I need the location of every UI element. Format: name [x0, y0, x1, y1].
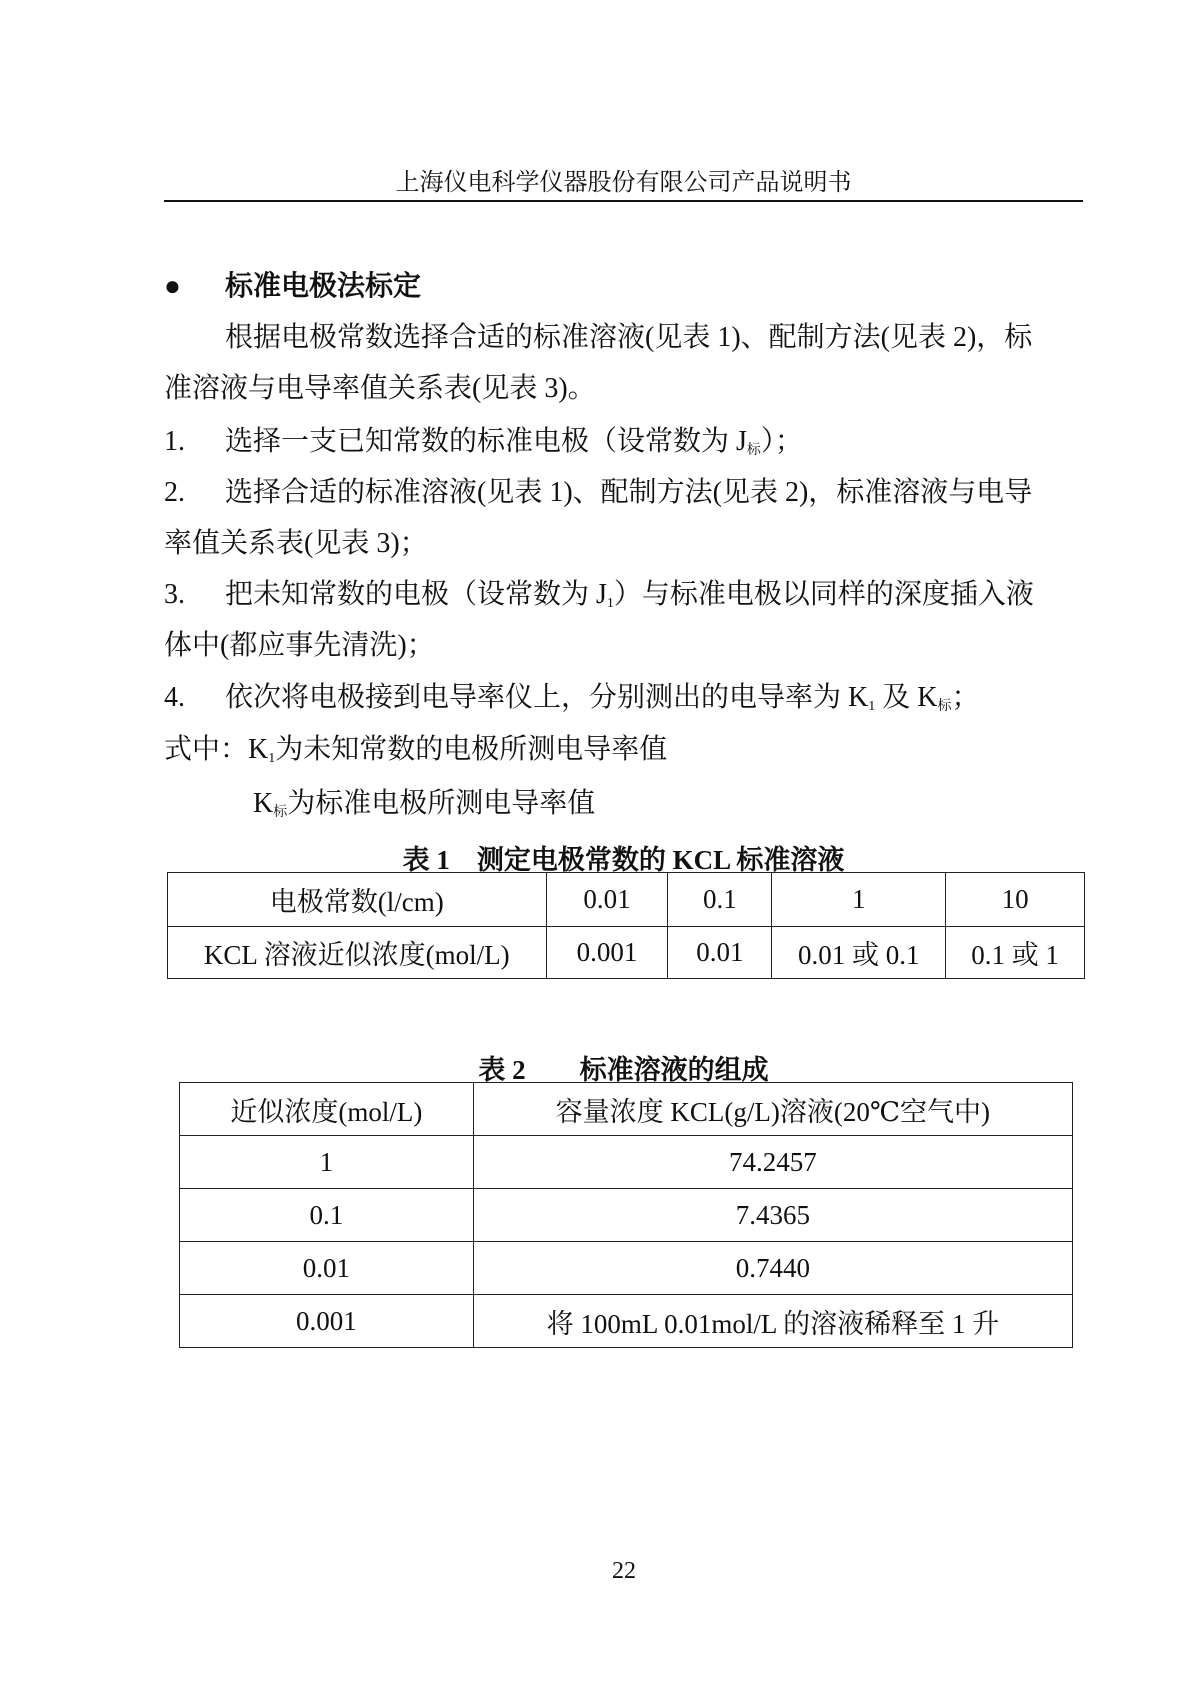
subscript: 标: [746, 443, 761, 458]
table1-caption: 表 1 测定电极常数的 KCL 标准溶液: [402, 845, 845, 875]
step-1: [164, 425, 803, 468]
table-row: [180, 1295, 1073, 1348]
table-cell: 0.1: [668, 873, 772, 927]
table-cell: KCL 溶液近似浓度(mol/L): [168, 927, 547, 979]
header-rule: [164, 200, 1083, 202]
table-cell: 0.7440: [473, 1242, 1072, 1295]
table-cell: 将 100mL 0.01mol/L 的溶液稀释至 1 升: [473, 1295, 1072, 1348]
table-cell: 0.1: [180, 1189, 474, 1242]
step-3: [164, 578, 1034, 621]
table-cell: 1: [772, 873, 946, 927]
table-cell: 0.001: [180, 1295, 474, 1348]
where-line-2: [253, 787, 595, 830]
step-tail: ；: [951, 682, 980, 713]
step-number: 2.: [164, 477, 185, 508]
table-row: [180, 1242, 1073, 1295]
step-number: 4.: [164, 682, 185, 713]
where-prefix: 式中：K: [164, 734, 269, 765]
table-cell: 1: [180, 1136, 474, 1189]
table-header-row: [180, 1083, 1073, 1136]
bullet-icon: ●: [164, 271, 181, 302]
table-cell: 0.01: [668, 927, 772, 979]
table-row: [168, 927, 1085, 979]
intro-line-1: 根据电极常数选择合适的标准溶液(见表 1)、配制方法(见表 2)，标: [225, 322, 1033, 353]
heading-text: 标准电极法标定: [225, 271, 422, 302]
where-line-1: [164, 733, 667, 776]
table-cell: 0.1 或 1: [946, 927, 1085, 979]
subscript: 标: [937, 699, 952, 714]
section-heading: [164, 270, 421, 304]
step-tail: ）与标准电极以同样的深度插入液: [613, 579, 1034, 610]
where-text: 为标准电极所测电导率值: [287, 788, 596, 819]
subscript: 标: [273, 805, 288, 820]
step-2: [164, 476, 1032, 510]
table-cell: 10: [946, 873, 1085, 927]
where-text: 为未知常数的电极所测电导率值: [275, 734, 668, 765]
intro-line-2: 准溶液与电导率值关系表(见表 3)。: [164, 373, 596, 404]
table-cell: 0.001: [546, 927, 668, 979]
column-header: 近似浓度(mol/L): [180, 1083, 474, 1136]
step-4: [164, 681, 979, 724]
page-number: 22: [612, 1558, 636, 1584]
step-text: 把未知常数的电极（设常数为 J: [225, 579, 607, 610]
where-prefix: K: [253, 788, 274, 819]
step-2-continued: 率值关系表(见表 3)；: [164, 528, 428, 559]
subscript: 1: [268, 751, 276, 766]
column-header: 容量浓度 KCL(g/L)溶液(20℃空气中): [473, 1083, 1072, 1136]
table-row: [180, 1189, 1073, 1242]
table-cell: 7.4365: [473, 1189, 1072, 1242]
step-text: 依次将电极接到电导率仪上，分别测出的电导率为 K: [225, 682, 869, 713]
step-3-continued: 体中(都应事先清洗)；: [164, 630, 435, 661]
table-row: [168, 873, 1085, 927]
step-text: 选择一支已知常数的标准电极（设常数为 J: [225, 426, 747, 457]
table-cell: 74.2457: [473, 1136, 1072, 1189]
table1: [167, 872, 1085, 979]
table2-caption: 表 2 标准溶液的组成: [478, 1055, 769, 1085]
step-tail: ）；: [760, 426, 803, 457]
step-mid: 及 K: [875, 682, 938, 713]
document-header: 上海仪电科学仪器股份有限公司产品说明书: [395, 170, 852, 196]
table-cell: 0.01 或 0.1: [772, 927, 946, 979]
subscript: 1: [868, 699, 876, 714]
table2: [179, 1082, 1073, 1348]
table-cell: 0.01: [546, 873, 668, 927]
subscript: 1: [606, 596, 614, 611]
table-row: [180, 1136, 1073, 1189]
table-cell: 0.01: [180, 1242, 474, 1295]
step-number: 3.: [164, 579, 185, 610]
step-number: 1.: [164, 426, 185, 457]
table-cell: 电极常数(l/cm): [168, 873, 547, 927]
step-text: 选择合适的标准溶液(见表 1)、配制方法(见表 2)，标准溶液与电导: [225, 477, 1033, 508]
